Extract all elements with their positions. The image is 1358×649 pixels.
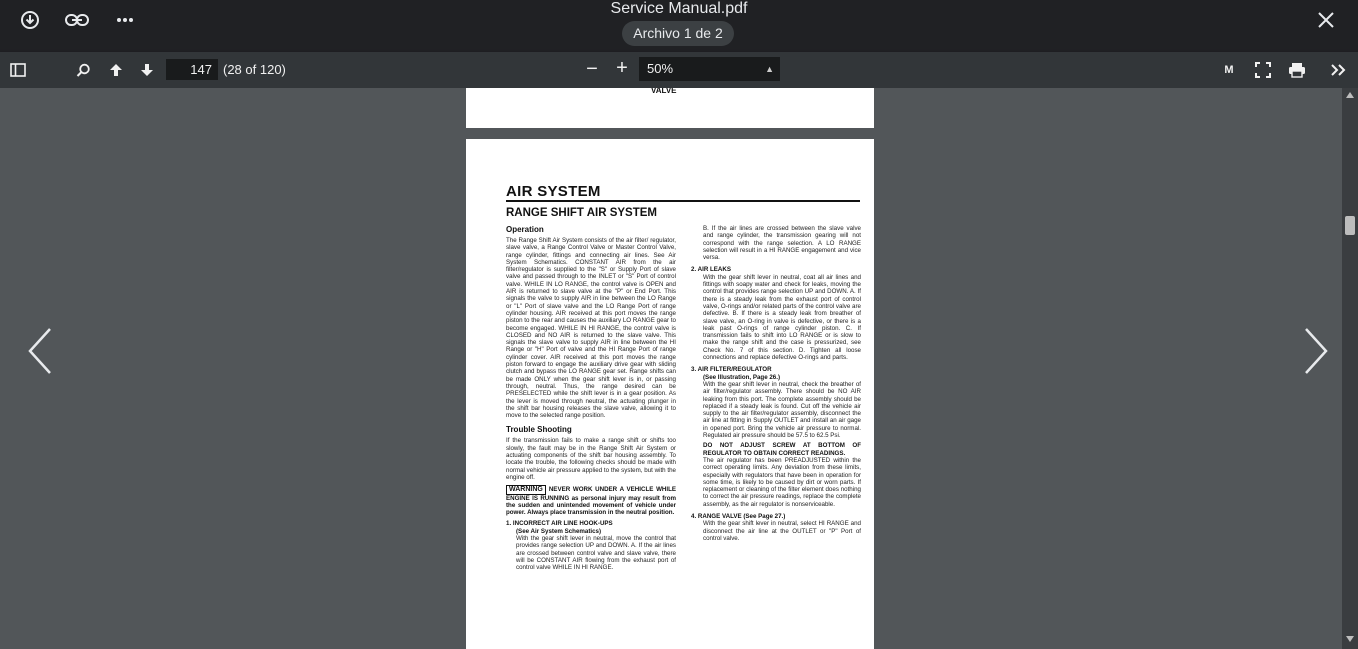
item3-text: With the gear shift lever in neutral, check the breather of air filter/regulator assembly. There should be NO AIR leaking from this port. The complete assembly should be replaced if a steady leak is found. Cut off the vehicle air supply to the air filter/regulator assembly, disconnect the air line at fitting in Supply OUTLET and install an air gage in opened port. Bring the vehicle air pressure to normal. Regulated air pressure should be 57.5 to 62.5 Psi. (703, 380, 861, 440)
item3-warning: DO NOT ADJUST SCREW AT BOTTOM OF REGULATOR TO OBTAIN CORRECT READINGS. (703, 442, 861, 457)
item4-text: With the gear shift lever in neutral, select HI RANGE and disconnect the air line at the OUTLET or "P" Port of control valve. (703, 520, 861, 542)
chevron-updown-icon: ▲ (765, 64, 774, 74)
scrollbar-thumb[interactable] (1345, 216, 1355, 235)
scroll-down-icon[interactable] (1346, 636, 1354, 642)
item1-text: With the gear shift lever in neutral, move the control that provides range selection UP and DOWN. A. If the air lines are crossed between control valve and slave valve, there will be CONSTANT AIR flowing from the exhaust port of control valve WHILE IN HI RANGE. (516, 534, 676, 572)
item3-title: 3. AIR FILTER/REGULATOR (691, 366, 772, 374)
sidebar-icon[interactable] (8, 60, 28, 80)
item1-title: 1. INCORRECT AIR LINE HOOK-UPS (506, 520, 613, 528)
col2-b-text: B. If the air lines are crossed between the slave valve and range cylinder, the transmission gearing will not correspond with the range selection. A LO RANGE selection will result in a HI RANGE engagement and vice versa. (703, 225, 861, 262)
right-column (691, 225, 861, 542)
section-subtitle: RANGE SHIFT AIR SYSTEM (506, 207, 657, 219)
page-count: (28 of 120) (223, 62, 286, 77)
operation-text: The Range Shift Air System consists of the air filter/ regulator, slave valve, a Range Control Valve or Master Control Valve, range cylinder, fittings and connecting air lines. See Air System Schematics. CONSTANT AIR from the air filter/regulator is supplied to the "S" or Supply Port of slave valve and passed through to the INLET or "S" Port of control valve. WHILE IN LO RANGE, the control valve is OPEN and AIR is returned to slave valve at the "P" or End Port. This signals the valve to supply AIR in line between the LO Range or "L" Port of slave valve and the LO Range Port of range cylinder housing. AIR received at this port moves the range piston to the rear and causes the auxiliary LO RANGE gear to become engaged. WHILE IN HI RANGE, the control valve is CLOSED and NO AIR is returned to the slave valve. This signals the slave valve to supply AIR in line between the HI Range or "H" Port of valve and the HI Range Port of range cylinder cover. AIR received at this port moves the range piston forward to engage the auxiliary drive gear with sliding clutch and bypass the LO RANGE gear set. Range shifts can be made ONLY when the gear shift lever is in, or passing through, neutral. Thus, the range desired can be PRESELECTED while the shift lever is in a gear position. As the lever is moved through neutral, the actuating plunger in the shift bar housing releases the slave valve, allowing it to move to the selected range position. (506, 237, 676, 420)
warning-label: WARNING (506, 485, 546, 494)
chevron-right-icon[interactable] (1300, 326, 1330, 376)
vertical-scrollbar[interactable] (1342, 88, 1358, 649)
print-icon[interactable] (1286, 60, 1308, 80)
zoom-in-button[interactable]: + (616, 56, 628, 79)
more-tools-icon[interactable] (1327, 60, 1349, 80)
trouble-text: If the transmission fails to make a range shift or shifts too slowly, the fault may be in the Range Shift Air System or actuating components of the shift bar housing assembly. To locate the trouble, the following checks should be made with normal vehicle air pressure applied to the system, but with the engine off. (506, 437, 676, 481)
current-page (466, 139, 874, 649)
chevron-left-icon[interactable] (26, 326, 56, 376)
previous-page (466, 88, 874, 128)
next-page-icon[interactable] (137, 60, 157, 80)
item3-subtitle: (See Illustration, Page 26.) (703, 373, 781, 381)
toggle-button[interactable]: M (1224, 64, 1234, 76)
file-indicator: Archivo 1 de 2 (622, 21, 734, 46)
scroll-up-icon[interactable] (1346, 92, 1354, 98)
prev-page-icon[interactable] (106, 60, 126, 80)
top-bar (0, 0, 1358, 52)
close-icon[interactable] (1313, 8, 1339, 32)
document-title: Service Manual.pdf (610, 0, 748, 17)
title-rule (506, 200, 860, 202)
search-icon[interactable] (73, 60, 93, 80)
warning-text: NEVER WORK UNDER A VEHICLE WHILE ENGINE IS RUNNING as personal injury may result from the sudden and unintended movement of vehicle under power. Always place transmission in the neutral position. (506, 486, 676, 517)
section-title: AIR SYSTEM (506, 183, 601, 200)
trouble-heading: Trouble Shooting (506, 425, 572, 435)
fullscreen-icon[interactable] (1253, 60, 1273, 80)
operation-heading: Operation (506, 225, 544, 234)
item3-text2: The air regulator has been PREADJUSTED within the correct operating limits. Any deviation from these limits, especially with regulators that have been in operation for some time, is likely to be caused by dirt or worn parts. If replacement or cleaning of the filter element does nothing to correct the air pressure readings, replace the complete assembly, as the air regulator is nonserviceable. (703, 456, 861, 508)
zoom-value: 50% (647, 61, 674, 76)
left-column (506, 225, 676, 571)
item2-text: With the gear shift lever in neutral, coat all air lines and fittings with soapy water and check for leaks, moving the control that provides range selection UP and DOWN. A. If there is a steady leak from the exhaust port of control valve, O-rings and/or related parts of the control valve are defective. B. If there is a steady leak from breather of slave valve, an O-ring in valve is defective, or there is a leak past O-rings of range cylinder piston. C. If transmission fails to shift into LO RANGE or is slow to make the range shift and the case is pressurized, see Check No. 7 of this section. D. Tighten all loose connections and replace defective O-rings and parts. (703, 273, 861, 362)
warning-block (506, 485, 676, 516)
zoom-select[interactable] (639, 57, 780, 81)
document-viewer[interactable] (0, 88, 1358, 649)
pdf-toolbar (0, 52, 1358, 88)
zoom-out-button[interactable]: − (586, 57, 598, 80)
item2-title: 2. AIR LEAKS (691, 266, 731, 274)
previous-page-fragment: VALVE (651, 88, 677, 95)
page-number-input[interactable] (166, 59, 218, 80)
item4-title: 4. RANGE VALVE (See Page 27.) (691, 512, 786, 520)
item1-subtitle: (See Air System Schematics) (516, 527, 602, 535)
